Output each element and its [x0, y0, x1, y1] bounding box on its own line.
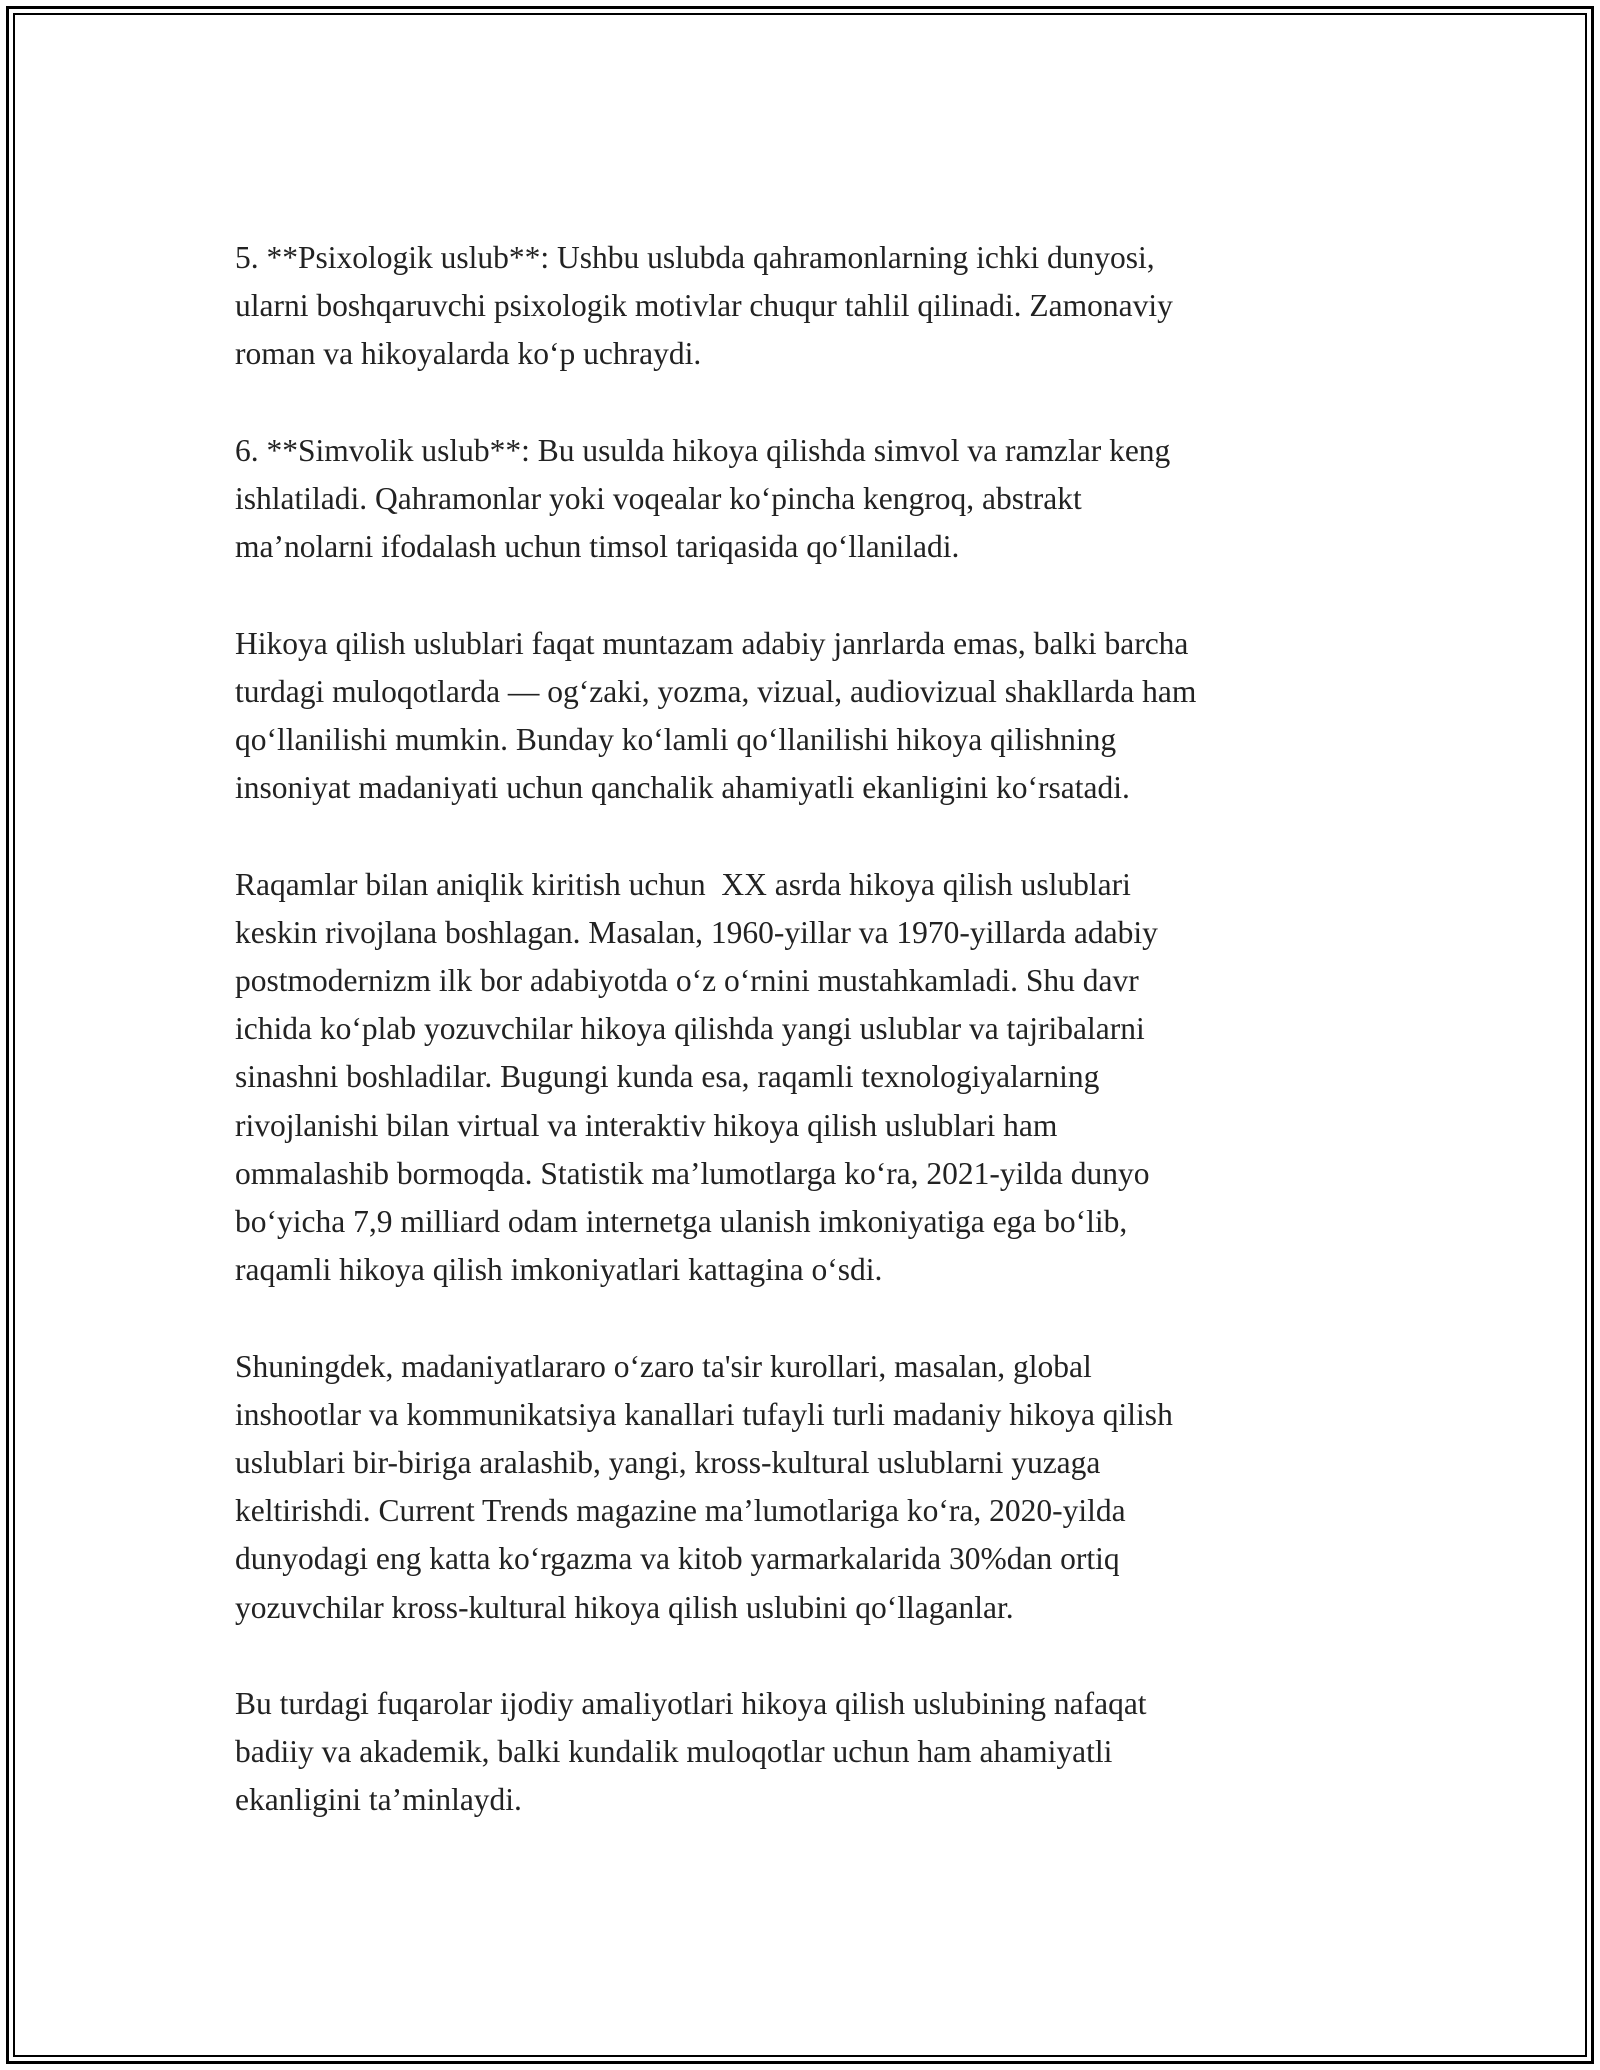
text-line: roman va hikoyalarda ko‘p uchraydi.	[235, 336, 702, 372]
text-line: bo‘yicha 7,9 milliard odam internetga ulanish imkoniyatiga ega bo‘lib,	[235, 1204, 1128, 1240]
text-line: keltirishdi. Current Trends magazine ma’lumotlariga ko‘ra, 2020-yilda	[235, 1493, 1126, 1529]
text-line: badiiy va akademik, balki kundalik muloqotlar uchun ham ahamiyatli	[235, 1734, 1113, 1770]
text-line: keskin rivojlana boshlagan. Masalan, 1960-yillar va 1970-yillarda adabiy	[235, 914, 1158, 950]
text-line: ekanligini ta’minlaydi.	[235, 1782, 522, 1818]
paragraph-simvolik-uslub	[235, 427, 1365, 572]
text-line: turdagi muloqotlarda — og‘zaki, yozma, vizual, audiovizual shakllarda ham	[235, 673, 1197, 709]
text-line: ishlatiladi. Qahramonlar yoki voqealar ko‘pincha kengroq, abstrakt	[235, 481, 1082, 516]
text-line: ommalashib bormoqda. Statistik ma’lumotlarga ko‘ra, 2021-yilda dunyo	[235, 1155, 1150, 1191]
paragraph-raqamlar	[235, 861, 1365, 1295]
text-line: Hikoya qilish uslublari faqat muntazam adabiy janrlarda emas, balki barcha	[235, 625, 1189, 661]
paragraph-xulosa	[235, 1680, 1365, 1825]
text-line: Raqamlar bilan aniqlik kiritish uchun XX asrda hikoya qilish uslublari	[235, 866, 1131, 902]
text-line: dunyodagi eng katta ko‘rgazma va kitob yarmarkalarida 30%dan ortiq	[235, 1541, 1120, 1577]
text-line: Shuningdek, madaniyatlararo o‘zaro ta'sir kurollari, masalan, global	[235, 1348, 1092, 1384]
document-body	[235, 234, 1365, 1825]
text-line: ma’nolarni ifodalash uchun timsol tariqasida qo‘llaniladi.	[235, 529, 960, 565]
text-line: rivojlanishi bilan virtual va interaktiv hikoya qilish uslublari ham	[235, 1107, 1058, 1143]
text-line: 6. **Simvolik uslub**: Bu usulda hikoya qilishda simvol va ramzlar keng	[235, 432, 1171, 468]
text-line: Bu turdagi fuqarolar ijodiy amaliyotlari hikoya qilish uslubining nafaqat	[235, 1686, 1147, 1722]
text-line: sinashni boshladilar. Bugungi kunda esa, raqamli texnologiyalarning	[235, 1059, 1100, 1095]
text-line: yozuvchilar kross-kultural hikoya qilish uslubini qo‘llaganlar.	[235, 1589, 1014, 1625]
paragraph-hikoya-uslublari	[235, 620, 1365, 813]
text-line: ularni boshqaruvchi psixologik motivlar chuqur tahlil qilinadi. Zamonaviy	[235, 288, 1173, 324]
text-line: insoniyat madaniyati uchun qanchalik ahamiyatli ekanligini ko‘rsatadi.	[235, 770, 1130, 806]
text-line: inshootlar va kommunikatsiya kanallari tufayli turli madaniy hikoya qilish	[235, 1396, 1173, 1432]
paragraph-psixologik-uslub	[235, 234, 1365, 379]
text-line: uslublari bir-biriga aralashib, yangi, kross-kultural uslublarni yuzaga	[235, 1445, 1101, 1481]
text-line: 5. **Psixologik uslub**: Ushbu uslubda qahramonlarning ichki dunyosi,	[235, 240, 1155, 275]
text-line: raqamli hikoya qilish imkoniyatlari kattagina o‘sdi.	[235, 1252, 883, 1288]
text-line: postmodernizm ilk bor adabiyotda o‘z o‘rnini mustahkamladi. Shu davr	[235, 963, 1139, 998]
text-line: ichida ko‘plab yozuvchilar hikoya qilishda yangi uslublar va tajribalarni	[235, 1011, 1145, 1047]
text-line: qo‘llanilishi mumkin. Bunday ko‘lamli qo‘llanilishi hikoya qilishning	[235, 722, 1117, 757]
paragraph-madaniyatlararo	[235, 1343, 1365, 1632]
